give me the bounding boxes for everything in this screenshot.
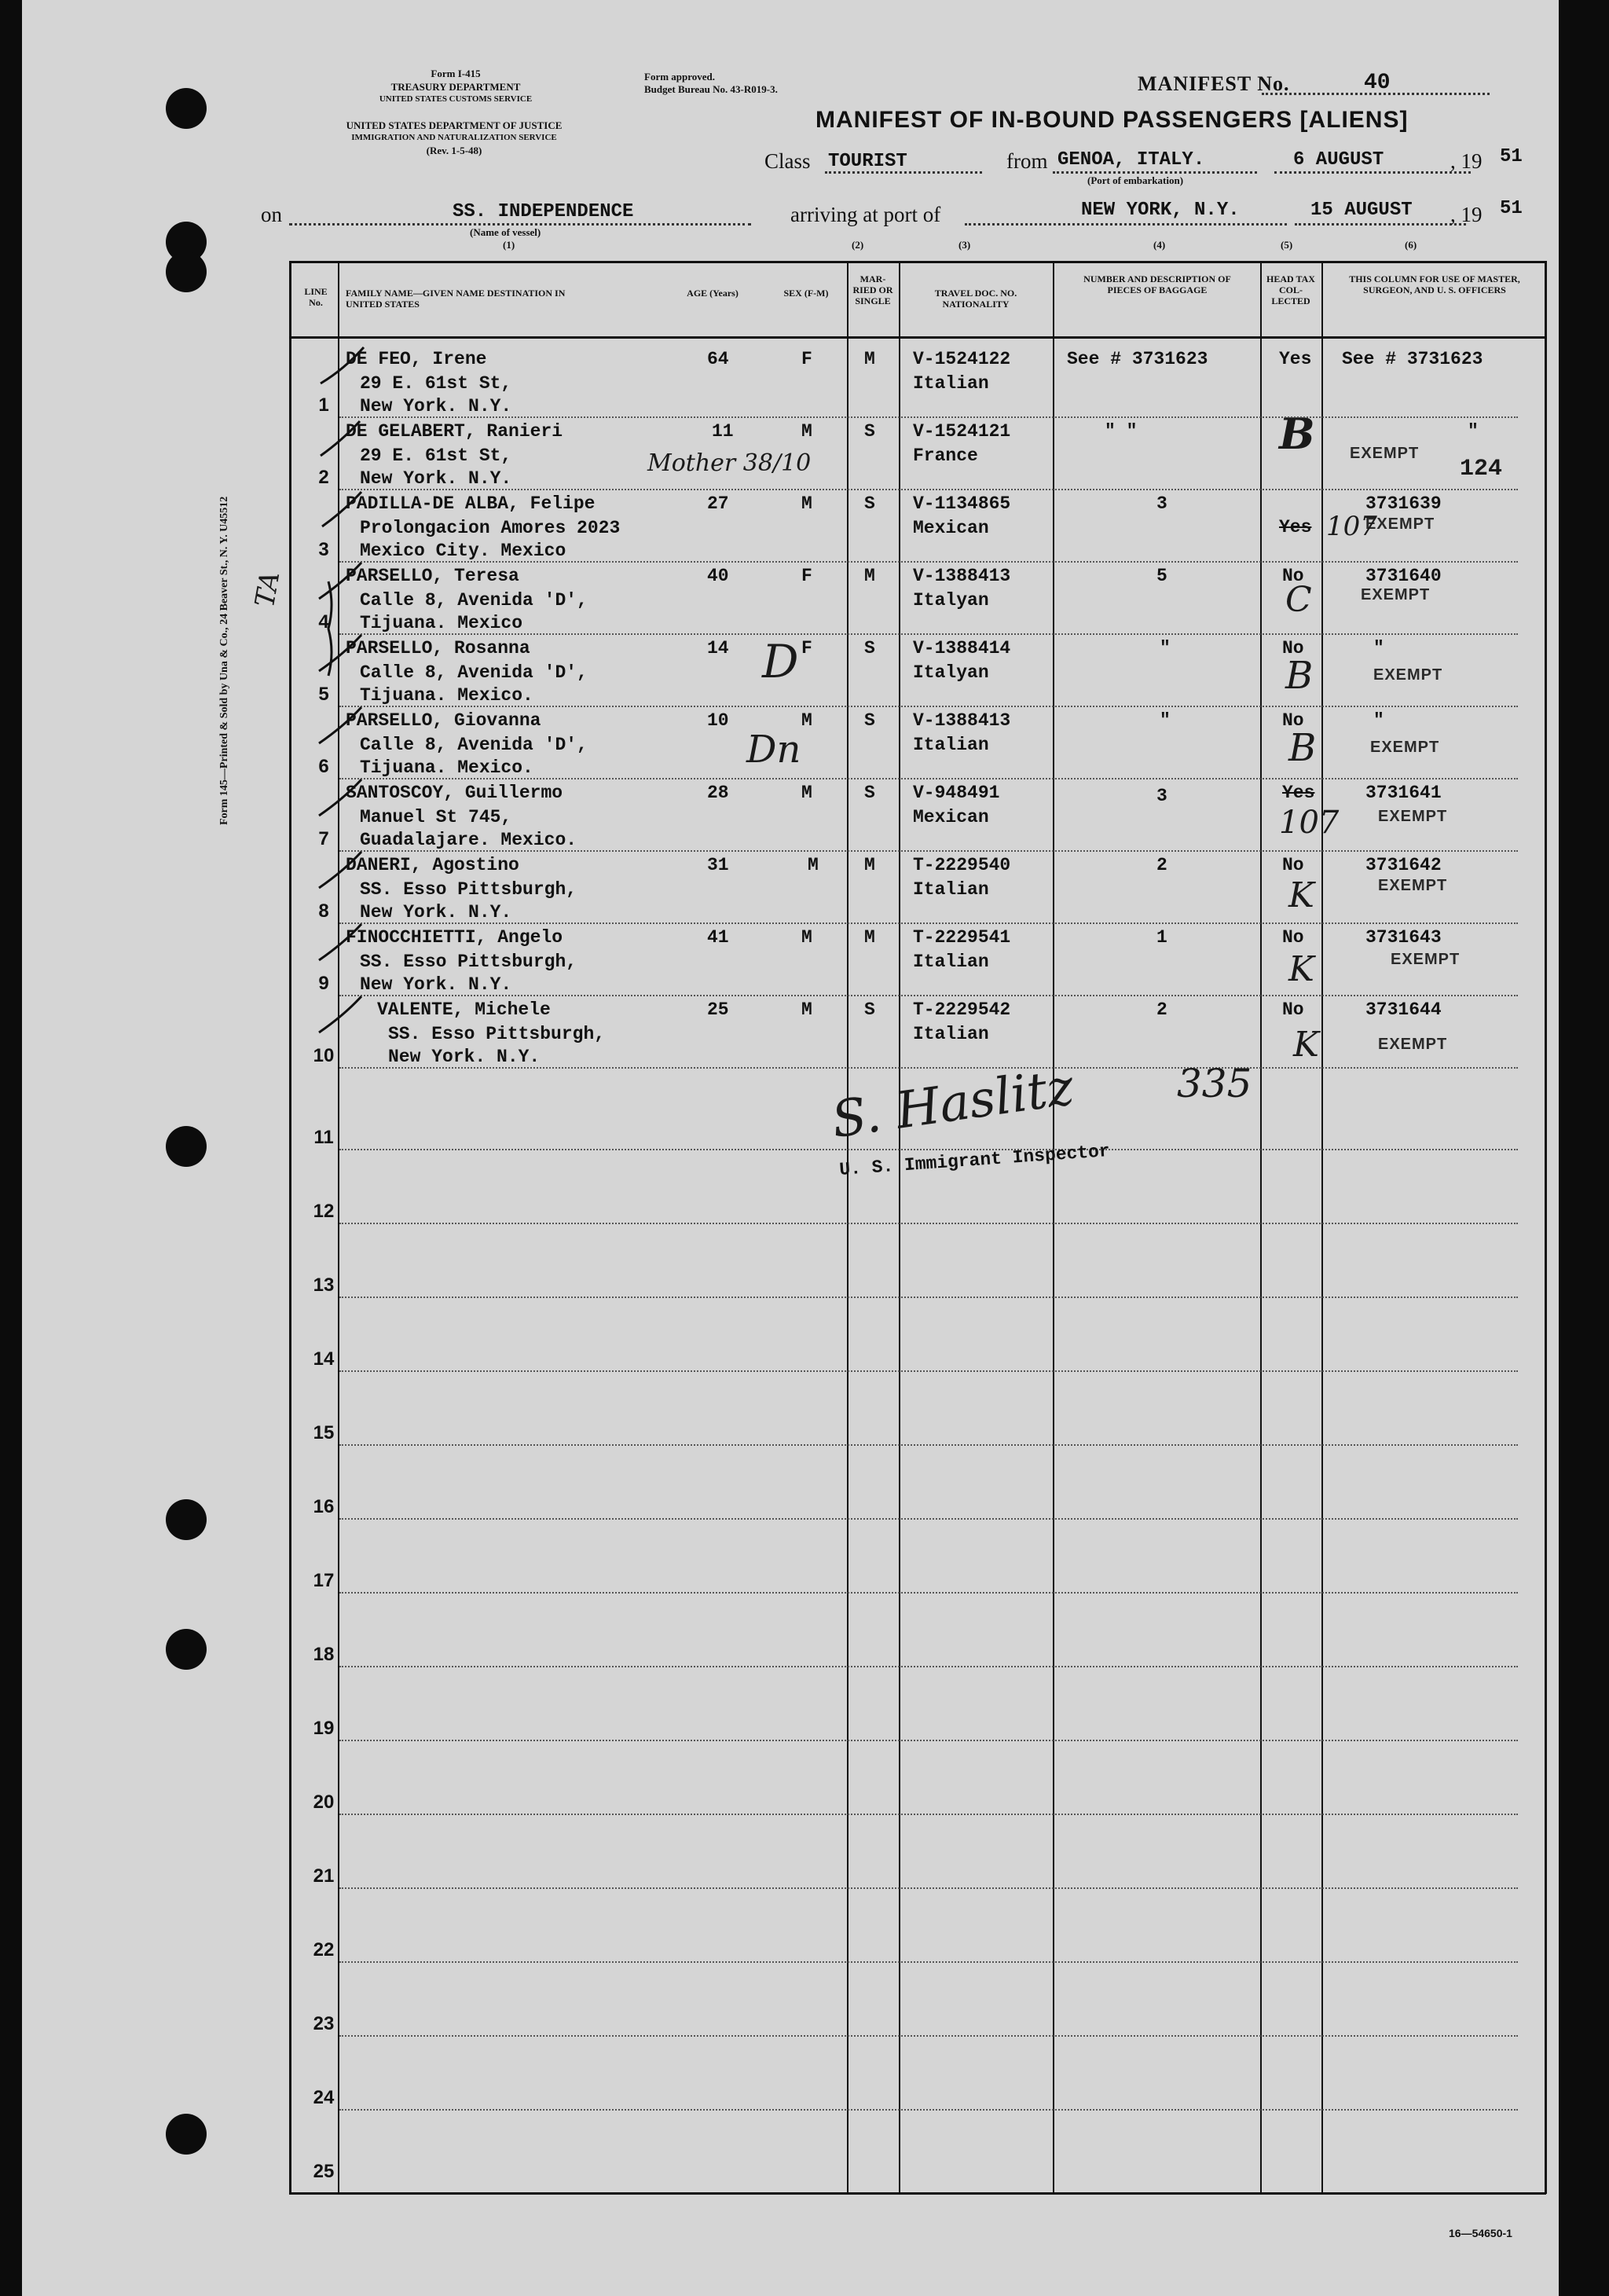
officer-note: " xyxy=(1468,421,1479,442)
nationality: Italian xyxy=(913,879,989,900)
officer-note: See # 3731623 xyxy=(1342,349,1483,369)
passenger-age: 11 xyxy=(712,421,734,442)
passenger-name: DANERI, Agostino xyxy=(346,855,519,875)
exempt-stamp: EXEMPT xyxy=(1373,666,1443,684)
row-separator xyxy=(339,995,1518,996)
budget-bureau: Budget Bureau No. 43-R019-3. xyxy=(644,83,778,95)
exempt-stamp: EXEMPT xyxy=(1378,1036,1448,1053)
passenger-marital: S xyxy=(864,638,875,658)
line-number: 20 xyxy=(313,1792,335,1813)
nationality: Italian xyxy=(913,735,989,755)
arrival-date-dots xyxy=(1295,223,1466,226)
class-label: Class xyxy=(764,149,811,173)
nationality: Italyan xyxy=(913,590,989,611)
nationality: Italian xyxy=(913,952,989,972)
line-number: 12 xyxy=(313,1201,335,1222)
punch-hole xyxy=(166,88,207,129)
embark-date: 6 AUGUST xyxy=(1293,149,1384,171)
line-number: 17 xyxy=(313,1570,335,1591)
printer-imprint: Form 145—Printed & Sold by Una & Co., 24 Beaver St., N. Y. U45512 xyxy=(218,496,230,825)
head-tax: No xyxy=(1282,566,1304,586)
row-separator xyxy=(339,922,1518,924)
line-number: 4 xyxy=(318,611,329,633)
line-number: 19 xyxy=(313,1718,335,1739)
exempt-stamp: EXEMPT xyxy=(1350,445,1420,462)
row-separator xyxy=(339,1223,1518,1224)
baggage: " xyxy=(1160,638,1171,658)
passenger-address: Guadalajare. Mexico. xyxy=(360,830,577,850)
passenger-sex: M xyxy=(801,999,812,1020)
passenger-address: Calle 8, Avenida 'D', xyxy=(360,662,588,683)
form-approved: Form approved. xyxy=(644,71,716,83)
line-number: 1 xyxy=(318,394,329,416)
exempt-stamp: EXEMPT xyxy=(1378,877,1448,894)
passenger-address: 29 E. 61st St, xyxy=(360,373,512,394)
passenger-marital: S xyxy=(864,493,875,514)
head-tax: No xyxy=(1282,999,1304,1020)
vessel-dots xyxy=(289,223,751,226)
row-separator xyxy=(339,1370,1518,1372)
baggage: " xyxy=(1160,710,1171,731)
footer-code: 16—54650-1 xyxy=(1449,2227,1512,2239)
head-tax-c: C xyxy=(1285,580,1312,620)
head-tax-b: B xyxy=(1288,726,1317,770)
officer-note: 3731644 xyxy=(1365,999,1442,1020)
row-separator xyxy=(339,706,1518,707)
form-revision: (Rev. 1-5-48) xyxy=(426,145,482,156)
annotation-dn: Dn xyxy=(746,728,801,772)
passenger-address: Manuel St 745, xyxy=(360,807,512,827)
passenger-sex: M xyxy=(808,855,819,875)
row-separator xyxy=(339,2035,1518,2037)
punch-hole xyxy=(166,251,207,292)
passenger-address: Calle 8, Avenida 'D', xyxy=(360,735,588,755)
officer-note: " xyxy=(1373,638,1384,658)
form-id: Form I-415 xyxy=(431,68,481,79)
header-baggage: NUMBER AND DESCRIPTION OF PIECES OF BAGGAGE xyxy=(1083,273,1231,295)
row-separator xyxy=(339,778,1518,779)
from-value: GENOA, ITALY. xyxy=(1057,149,1205,171)
row-separator xyxy=(339,1961,1518,1963)
punch-hole xyxy=(166,1629,207,1670)
colnum-5: (5) xyxy=(1281,239,1293,251)
header-married: MAR-RIED OR SINGLE xyxy=(852,273,893,306)
travel-doc: T-2229540 xyxy=(913,855,1011,875)
passenger-sex: M xyxy=(801,783,812,803)
vessel-name: SS. INDEPENDENCE xyxy=(453,201,634,222)
line-number: 7 xyxy=(318,828,329,849)
row-separator xyxy=(339,1666,1518,1667)
line-number: 14 xyxy=(313,1348,335,1370)
table-right-border xyxy=(1545,261,1547,2194)
passenger-marital: S xyxy=(864,783,875,803)
line-number: 21 xyxy=(313,1865,335,1887)
row-separator xyxy=(339,489,1518,490)
colnum-4: (4) xyxy=(1153,239,1166,251)
passenger-marital: S xyxy=(864,999,875,1020)
header-name: FAMILY NAME—GIVEN NAME DESTINATION IN UNITED STATES xyxy=(346,288,566,310)
line-number: 6 xyxy=(318,756,329,777)
officer-note: 3731641 xyxy=(1365,783,1442,803)
embark-date-dots xyxy=(1274,171,1471,174)
passenger-address: SS. Esso Pittsburgh, xyxy=(388,1024,606,1044)
head-tax: Yes xyxy=(1279,517,1312,537)
header-sex: SEX (F-M) xyxy=(783,288,829,299)
line-number: 10 xyxy=(313,1045,335,1066)
passenger-age: 31 xyxy=(707,855,729,875)
vessel-colnum: (1) xyxy=(503,239,515,251)
header-officer-use: THIS COLUMN FOR USE OF MASTER, SURGEON, AND U. S. OFFICERS xyxy=(1349,273,1520,295)
manifest-title: MANIFEST OF IN-BOUND PASSENGERS [ALIENS] xyxy=(815,107,1409,133)
passenger-address: New York. N.Y. xyxy=(388,1047,541,1067)
col-divider-baggage-right xyxy=(1260,261,1262,2194)
passenger-sex: M xyxy=(801,927,812,948)
exempt-stamp: EXEMPT xyxy=(1365,515,1435,533)
manifest-no-label: MANIFEST No. xyxy=(1138,72,1290,95)
mother-annotation: Mother 38/10 xyxy=(647,449,812,477)
dept-justice: UNITED STATES DEPARTMENT OF JUSTICE xyxy=(346,119,563,131)
officer-note: " xyxy=(1373,710,1384,731)
passenger-sex: F xyxy=(801,566,812,586)
embark-year-prefix: , 19 xyxy=(1450,149,1483,173)
head-tax: No xyxy=(1282,927,1304,948)
line-number: 18 xyxy=(313,1644,335,1665)
baggage: See # 3731623 xyxy=(1067,349,1208,369)
arriving-label: arriving at port of xyxy=(790,203,941,226)
row-separator xyxy=(339,1887,1518,1889)
travel-doc: V-1524122 xyxy=(913,349,1011,369)
line-number: 15 xyxy=(313,1422,335,1443)
annotation-107: 107 xyxy=(1326,511,1377,542)
passenger-address: 29 E. 61st St, xyxy=(360,446,512,466)
officer-note: 3731639 xyxy=(1365,493,1442,514)
passenger-age: 64 xyxy=(707,349,729,369)
vessel-note: (Name of vessel) xyxy=(470,226,541,238)
passenger-age: 40 xyxy=(707,566,729,586)
table-bottom-border xyxy=(289,2192,1546,2195)
from-label: from xyxy=(1006,149,1048,173)
nationality: Italian xyxy=(913,1024,989,1044)
col-divider-married-right xyxy=(899,261,900,2194)
passenger-name: PARSELLO, Teresa xyxy=(346,566,519,586)
officer-note: 3731643 xyxy=(1365,927,1442,948)
table-top-border xyxy=(289,261,1546,263)
on-label: on xyxy=(261,203,282,226)
row-separator xyxy=(339,1149,1518,1150)
row-separator xyxy=(339,2109,1518,2111)
arrival-port: NEW YORK, N.Y. xyxy=(1081,200,1240,221)
table-header-border xyxy=(289,336,1546,339)
passenger-address: Tijuana. Mexico xyxy=(360,613,523,633)
line-number: 13 xyxy=(313,1275,335,1296)
travel-doc: V-1524121 xyxy=(913,421,1011,442)
arrival-year: 51 xyxy=(1500,198,1523,219)
page-number-annotation: 124 xyxy=(1460,456,1503,482)
punch-hole xyxy=(166,1126,207,1167)
signature-number: 335 xyxy=(1177,1061,1252,1106)
dept-customs: UNITED STATES CUSTOMS SERVICE xyxy=(379,94,533,104)
passenger-name: PARSELLO, Giovanna xyxy=(346,710,541,731)
baggage: 1 xyxy=(1156,927,1167,948)
passenger-marital: S xyxy=(864,421,875,442)
passenger-address: Mexico City. Mexico xyxy=(360,541,566,561)
row-separator xyxy=(339,1297,1518,1298)
from-dots xyxy=(1053,171,1257,174)
dept-ins: IMMIGRATION AND NATURALIZATION SERVICE xyxy=(351,133,557,142)
arrival-port-dots xyxy=(965,223,1287,226)
travel-doc: V-1388413 xyxy=(913,566,1011,586)
header-travel-doc: TRAVEL DOC. NO. NATIONALITY xyxy=(934,288,1017,310)
travel-doc: T-2229541 xyxy=(913,927,1011,948)
officer-note: 3731642 xyxy=(1365,855,1442,875)
passenger-sex: M xyxy=(801,421,812,442)
passenger-address: Calle 8, Avenida 'D', xyxy=(360,590,588,611)
line-number: 11 xyxy=(313,1127,334,1148)
passenger-address: Prolongacion Amores 2023 xyxy=(360,518,621,538)
head-tax-k: K xyxy=(1288,875,1314,915)
line-number: 2 xyxy=(318,467,329,488)
head-tax-k: K xyxy=(1293,1025,1319,1065)
line-number: 24 xyxy=(313,2087,335,2108)
class-value: TOURIST xyxy=(828,151,907,172)
dept-treasury: TREASURY DEPARTMENT xyxy=(390,81,521,93)
passenger-name: DE FEO, Irene xyxy=(346,349,487,369)
passenger-name: PADILLA-DE ALBA, Felipe xyxy=(346,493,596,514)
row-separator xyxy=(339,416,1518,418)
baggage: 3 xyxy=(1156,786,1167,806)
passenger-name: DE GELABERT, Ranieri xyxy=(346,421,563,442)
head-tax-b: B xyxy=(1285,654,1314,698)
passenger-sex: F xyxy=(801,638,812,658)
line-number: 23 xyxy=(313,2013,335,2034)
nationality: Italian xyxy=(913,373,989,394)
nationality: France xyxy=(913,446,978,466)
head-tax: No xyxy=(1282,638,1304,658)
travel-doc: V-1134865 xyxy=(913,493,1011,514)
passenger-address: Tijuana. Mexico. xyxy=(360,685,533,706)
passenger-name: FINOCCHIETTI, Angelo xyxy=(346,927,563,948)
header-age: AGE (Years) xyxy=(687,288,739,299)
nationality: Mexican xyxy=(913,518,989,538)
arrival-date: 15 AUGUST xyxy=(1310,200,1413,221)
annotation-d: D xyxy=(762,635,799,688)
travel-doc: V-948491 xyxy=(913,783,1000,803)
exempt-stamp: EXEMPT xyxy=(1361,586,1431,603)
annotation-ta: TA xyxy=(249,569,287,610)
header-line-no: LINE No. xyxy=(304,286,328,308)
row-separator xyxy=(339,1444,1518,1446)
row-separator xyxy=(339,633,1518,635)
travel-doc: T-2229542 xyxy=(913,999,1011,1020)
passenger-address: SS. Esso Pittsburgh, xyxy=(360,952,577,972)
port-embarkation-note: (Port of embarkation) xyxy=(1087,174,1184,186)
passenger-marital: M xyxy=(864,855,875,875)
passenger-age: 27 xyxy=(707,493,729,514)
row-separator xyxy=(339,1740,1518,1741)
passenger-age: 28 xyxy=(707,783,729,803)
line-number: 3 xyxy=(318,539,329,560)
baggage: 2 xyxy=(1156,999,1167,1020)
row-separator xyxy=(339,1067,1518,1069)
row-separator xyxy=(339,1518,1518,1520)
passenger-address: Tijuana. Mexico. xyxy=(360,757,533,778)
row-separator xyxy=(339,561,1518,563)
baggage: 5 xyxy=(1156,566,1167,586)
embark-year: 51 xyxy=(1500,146,1523,167)
col-divider-married-left xyxy=(847,261,848,2194)
passenger-sex: M xyxy=(801,493,812,514)
exempt-stamp: EXEMPT xyxy=(1370,739,1440,756)
passenger-address: SS. Esso Pittsburgh, xyxy=(360,879,577,900)
passenger-address: New York. N.Y. xyxy=(360,468,512,489)
exempt-stamp: EXEMPT xyxy=(1378,808,1448,825)
head-tax: Yes xyxy=(1282,783,1315,803)
line-number: 16 xyxy=(313,1496,335,1517)
punch-hole xyxy=(166,2114,207,2155)
passenger-marital: S xyxy=(864,710,875,731)
passenger-name: SANTOSCOY, Guillermo xyxy=(346,783,563,803)
passenger-age: 25 xyxy=(707,999,729,1020)
nationality: Italyan xyxy=(913,662,989,683)
head-tax: No xyxy=(1282,855,1304,875)
nationality: Mexican xyxy=(913,807,989,827)
passenger-address: New York. N.Y. xyxy=(360,396,512,416)
travel-doc: V-1388413 xyxy=(913,710,1011,731)
colnum-3: (3) xyxy=(958,239,971,251)
header-head-tax: HEAD TAX COL-LECTED xyxy=(1266,273,1315,306)
row-separator xyxy=(339,850,1518,852)
exempt-stamp: EXEMPT xyxy=(1391,951,1461,968)
annotation-107: 107 xyxy=(1279,805,1340,841)
punch-hole xyxy=(166,1499,207,1540)
col-divider-baggage-left xyxy=(1053,261,1054,2194)
head-tax: No xyxy=(1282,710,1304,731)
arrival-year-prefix: , 19 xyxy=(1450,203,1483,226)
row-separator xyxy=(339,1814,1518,1815)
baggage: " " xyxy=(1105,421,1138,442)
col-divider-officer xyxy=(1321,261,1323,2194)
passenger-marital: M xyxy=(864,349,875,369)
head-tax-k: K xyxy=(1288,949,1314,989)
baggage: 2 xyxy=(1156,855,1167,875)
travel-doc: V-1388414 xyxy=(913,638,1011,658)
passenger-name: VALENTE, Michele xyxy=(377,999,551,1020)
line-number: 25 xyxy=(313,2161,335,2182)
passenger-marital: M xyxy=(864,566,875,586)
officer-note: 3731640 xyxy=(1365,566,1442,586)
passenger-sex: M xyxy=(801,710,812,731)
row-separator xyxy=(339,1592,1518,1594)
passenger-name: PARSELLO, Rosanna xyxy=(346,638,530,658)
passenger-age: 10 xyxy=(707,710,729,731)
line-number: 22 xyxy=(313,1939,335,1960)
passenger-marital: M xyxy=(864,927,875,948)
manifest-no-value: 40 xyxy=(1364,71,1391,95)
inspector-label: U. S. Immigrant Inspector xyxy=(838,1140,1111,1181)
line-number: 8 xyxy=(318,900,329,922)
head-tax: B xyxy=(1279,409,1315,459)
colnum-2: (2) xyxy=(852,239,864,251)
passenger-address: New York. N.Y. xyxy=(360,974,512,995)
passenger-address: New York. N.Y. xyxy=(360,902,512,922)
colnum-6: (6) xyxy=(1405,239,1417,251)
baggage: 3 xyxy=(1156,493,1167,514)
passenger-age: 14 xyxy=(707,638,729,658)
manifest-page xyxy=(22,0,1559,2296)
passenger-sex: F xyxy=(801,349,812,369)
inspector-signature: S. Haslitz xyxy=(828,1058,1078,1150)
head-tax: Yes xyxy=(1279,349,1312,369)
line-number: 5 xyxy=(318,684,329,705)
check-marks xyxy=(289,338,383,1092)
passenger-age: 41 xyxy=(707,927,729,948)
line-number: 9 xyxy=(318,973,329,994)
